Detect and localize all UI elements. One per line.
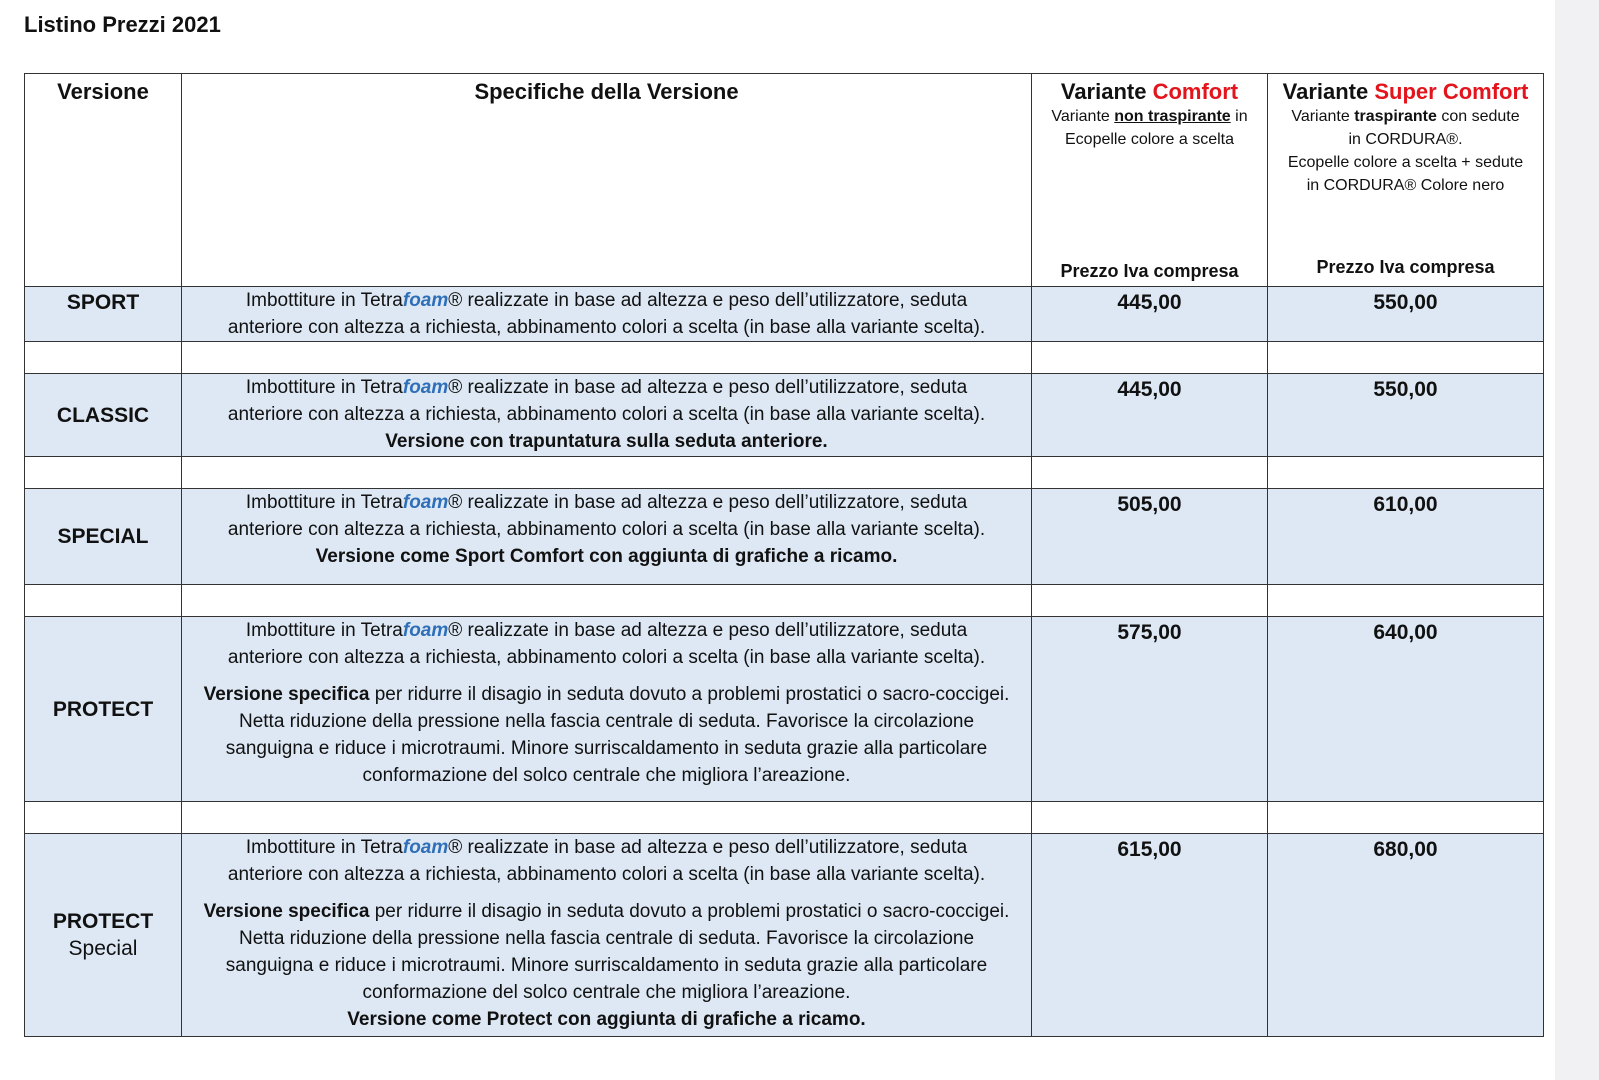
- price-table: [24, 73, 1544, 1037]
- version-specs: Imbottiture in Tetrafoam® realizzate in base ad altezza e peso dell’utilizzatore, seduta anteriore con altezza a richiesta, abbinamento colori a scelta (in base alla variante scelta). Versione specifica per ridurre il disagio in seduta dovuto a problemi prostatici o sacro-coccigei. Netta riduzione della pressione nella fascia centrale di seduta. Favorisce la circolazione sanguigna e riduce i microtraumi. Minore surriscaldamento in seduta grazie alla particolare conformazione del solco centrale che migliora l’areazione. Versione come Protect con aggiunta di grafiche a ricamo.: [182, 834, 1032, 1037]
- price-super-comfort: 550,00: [1268, 374, 1544, 457]
- spacer-row: [25, 802, 1544, 834]
- price-comfort: 505,00: [1032, 489, 1268, 585]
- price-super-comfort: 610,00: [1268, 489, 1544, 585]
- spacer-row: [25, 457, 1544, 489]
- table-row: [25, 617, 1544, 802]
- header-comfort: Variante Comfort Variante non traspirante in Ecopelle colore a scelta Prezzo Iva compresa: [1032, 74, 1268, 287]
- version-name: SPECIAL: [25, 489, 182, 585]
- header-super-comfort: Variante Super Comfort Variante traspirante con sedute in CORDURA®. Ecopelle colore a scelta + sedute in CORDURA® Colore nero Prezzo Iva compresa: [1268, 74, 1544, 287]
- price-super-comfort: 680,00: [1268, 834, 1544, 1037]
- price-comfort: 615,00: [1032, 834, 1268, 1037]
- version-specs: Imbottiture in Tetrafoam® realizzate in base ad altezza e peso dell’utilizzatore, seduta anteriore con altezza a richiesta, abbinamento colori a scelta (in base alla variante scelta). Versione con trapuntatura sulla seduta anteriore.: [182, 374, 1032, 457]
- scrollbar[interactable]: [1555, 0, 1599, 1080]
- page-title: Listino Prezzi 2021: [24, 12, 221, 37]
- version-specs: Imbottiture in Tetrafoam® realizzate in base ad altezza e peso dell’utilizzatore, seduta anteriore con altezza a richiesta, abbinamento colori a scelta (in base alla variante scelta). Versione come Sport Comfort con aggiunta di grafiche a ricamo.: [182, 489, 1032, 585]
- table-row: [25, 374, 1544, 457]
- spacer-row: [25, 342, 1544, 374]
- table-row: [25, 489, 1544, 585]
- version-specs: Imbottiture in Tetrafoam® realizzate in base ad altezza e peso dell’utilizzatore, seduta anteriore con altezza a richiesta, abbinamento colori a scelta (in base alla variante scelta). Versione specifica per ridurre il disagio in seduta dovuto a problemi prostatici o sacro-coccigei. Netta riduzione della pressione nella fascia centrale di seduta. Favorisce la circolazione sanguigna e riduce i microtraumi. Minore surriscaldamento in seduta grazie alla particolare conformazione del solco centrale che migliora l’areazione.: [182, 617, 1032, 802]
- price-comfort: 445,00: [1032, 374, 1268, 457]
- version-specs: Imbottiture in Tetrafoam® realizzate in base ad altezza e peso dell’utilizzatore, seduta anteriore con altezza a richiesta, abbinamento colori a scelta (in base alla variante scelta).: [182, 287, 1032, 342]
- version-name: PROTECT: [25, 617, 182, 802]
- price-label: Prezzo Iva compresa: [1060, 261, 1239, 281]
- version-name: CLASSIC: [25, 374, 182, 457]
- version-name: SPORT: [25, 287, 182, 342]
- header-specifiche: Specifiche della Versione: [182, 74, 1032, 287]
- header-row: [25, 74, 1544, 287]
- price-comfort: 575,00: [1032, 617, 1268, 802]
- spacer-row: [25, 585, 1544, 617]
- version-name: PROTECT Special: [25, 834, 182, 1037]
- table-row: [25, 287, 1544, 342]
- table-row: [25, 834, 1544, 1037]
- price-super-comfort: 550,00: [1268, 287, 1544, 342]
- header-versione: Versione: [25, 74, 182, 287]
- price-comfort: 445,00: [1032, 287, 1268, 342]
- price-super-comfort: 640,00: [1268, 617, 1544, 802]
- price-label: Prezzo Iva compresa: [1316, 257, 1495, 277]
